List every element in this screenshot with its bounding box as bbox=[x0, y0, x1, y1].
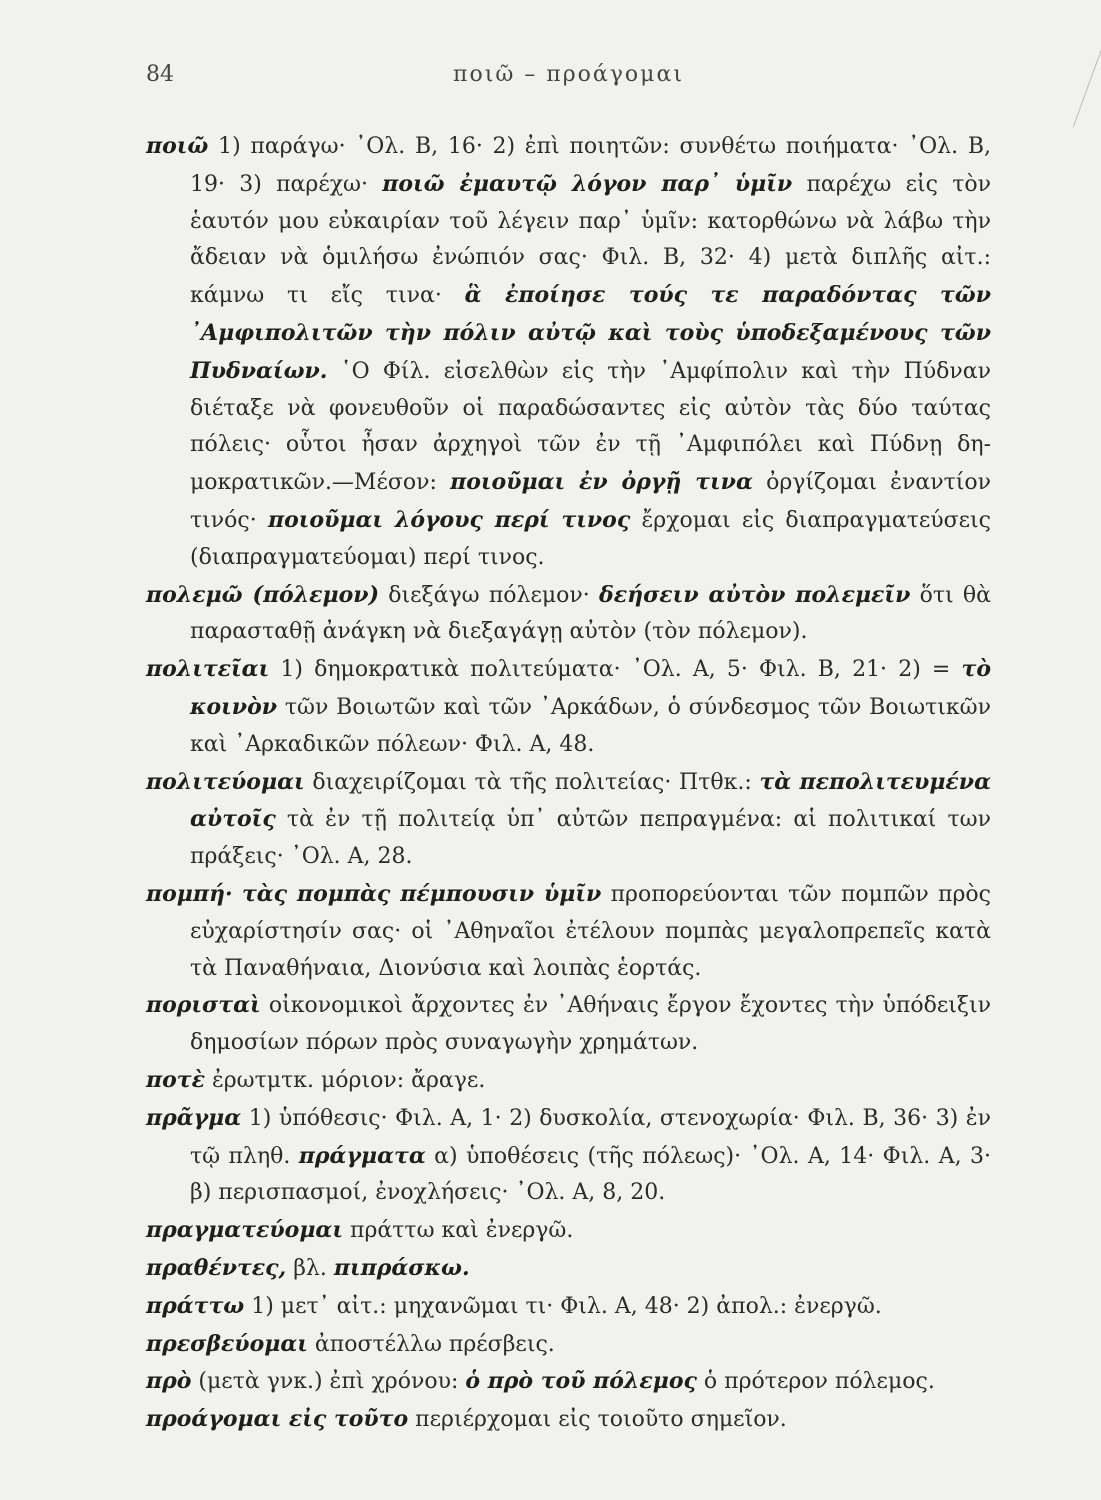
dictionary-entry bbox=[146, 764, 991, 876]
entry-lemma: πράττω bbox=[146, 1292, 245, 1319]
entry-gloss: 1) μετ᾽ αἰτ.: μηχανῶμαι τι· Φιλ. Α, 48· 2) ἀπολ.: ἐνεργῶ. bbox=[244, 1293, 882, 1319]
entry-gloss: τῶν Βοιωτῶν καὶ τῶν ᾽Αρκάδων, ὁ σύνδεσμος τῶν Βοιωτικῶν καὶ ᾽Αρκαδικῶν πόλεων· Φιλ. Α, 48. bbox=[190, 694, 991, 757]
entry-gloss: διεξάγω πόλεμον· bbox=[378, 582, 600, 608]
dictionary-entry bbox=[146, 876, 991, 987]
example-phrase: δεήσειν αὐτὸν πολεμεῖν bbox=[599, 581, 911, 608]
example-phrase: ποιῶ ἐμαυτῷ λόγον παρ᾽ ὑμῖν bbox=[382, 170, 793, 197]
dictionary-entry bbox=[146, 987, 991, 1062]
example-phrase: ποιοῦμαι ἐν ὀργῇ τινα bbox=[450, 469, 753, 496]
entry-lemma: προάγομαι εἰς τοῦτο bbox=[146, 1406, 409, 1433]
dictionary-entry bbox=[146, 1250, 991, 1288]
entry-lemma: ποιῶ bbox=[146, 133, 209, 159]
entry-lemma: πραγματεύομαι bbox=[146, 1217, 344, 1244]
entry-gloss: προπορεύονται τῶν πομπῶν πρὸς εὐχαρίστησίν σας· οἱ ᾽Αθηναῖοι ἐτέλουν πομπὰς μεγαλοπρεπεῖς κατὰ τὰ Παναθήναια, Διονύσια καὶ λοιπὰς ἑορτάς. bbox=[190, 881, 991, 981]
example-phrase: πράγματα bbox=[298, 1142, 426, 1169]
dictionary-entry bbox=[146, 128, 991, 577]
example-phrase: ποιοῦμαι λόγους περί τινος bbox=[267, 506, 631, 533]
entry-gloss: ἀποστέλλω πρέσβεις. bbox=[307, 1331, 555, 1357]
entry-lemma: ποτὲ bbox=[146, 1066, 205, 1093]
entry-lemma: πραθέντες, bbox=[146, 1254, 287, 1281]
entry-gloss: ῾Ο Φίλ. εἰσελθὼν εἰς τὴν ᾽Αμφίπολιν καὶ τὴν Πύδναν διέταξε νὰ φονευθοῦν οἱ παραδώσαντες εἰς αὐτὸν τὰς δύο ταύτας πόλεις· οὗτοι ἦσαν ἀρχηγοὶ τῶν ἐν τῇ ᾽Αμφιπόλει καὶ Πύδνῃ δημοκρατικῶν.—Μέσον: bbox=[190, 358, 991, 496]
dictionary-entry bbox=[146, 651, 991, 763]
entry-gloss: ὁ πρότερον πόλεμος. bbox=[696, 1369, 935, 1395]
dictionary-entry bbox=[146, 1212, 991, 1250]
entry-gloss: πράττω καὶ ἐνεργῶ. bbox=[343, 1218, 574, 1244]
entry-lemma: πορισταὶ bbox=[146, 992, 261, 1019]
example-phrase: ἃ ἐποίησε τούς τε παραδόντας τῶν ᾽Αμφιπολιτῶν τὴν πόλιν αὐτῷ καὶ τοὺς ὑποδεξαμένους τῶν Πυδναίων. bbox=[190, 282, 991, 384]
entry-lemma: πολιτεῖαι bbox=[146, 656, 270, 683]
entry-lemma: πρᾶγμα bbox=[146, 1104, 242, 1131]
scan-edge-mark bbox=[1073, 43, 1101, 128]
dictionary-entry bbox=[146, 1288, 991, 1326]
entry-lemma: πολεμῶ (πόλεμον) bbox=[146, 581, 379, 608]
entry-gloss: τὰ ἐν τῇ πολιτείᾳ ὑπ᾽ αὐτῶν πεπραγμένα: αἱ πολιτικαί των πράξεις· ᾽Ολ. Α, 28. bbox=[190, 807, 991, 870]
entry-gloss: ἐρωτμτκ. μόριον: ἄραγε. bbox=[204, 1067, 486, 1093]
page-header bbox=[146, 62, 991, 102]
dictionary-entry bbox=[146, 1100, 991, 1212]
entry-gloss: ἔρχομαι εἰς διαπραγματεύσεις (διαπραγματεύομαι) περί τινος. bbox=[190, 507, 991, 570]
dictionary-entry bbox=[146, 1363, 991, 1401]
entry-gloss: βλ. bbox=[286, 1255, 334, 1281]
entry-gloss: (μετὰ γνκ.) ἐπὶ χρόνου: bbox=[191, 1369, 466, 1395]
entry-lemma: πρὸ bbox=[146, 1368, 192, 1395]
dictionary-entry bbox=[146, 1326, 991, 1364]
entry-lemma: πρεσβεύομαι bbox=[146, 1330, 308, 1357]
page-number: 84 bbox=[146, 62, 174, 87]
entry-gloss: α) ὑποθέσεις (τῆς πόλεως)· ᾽Ολ. Α, 14· Φιλ. Α, 3· β) περισπασμοί, ἐνοχλήσεις· ᾽Ολ. Α, 8, 20. bbox=[190, 1143, 992, 1206]
entry-gloss: οἰκονομικοὶ ἄρχοντες ἐν ᾽Αθήναις ἔργον ἔχοντες τὴν ὑπόδειξιν δημοσίων πόρων πρὸς συναγωγὴν χρημάτων. bbox=[190, 993, 991, 1056]
entry-lemma: πολιτεύομαι bbox=[146, 768, 305, 795]
entry-gloss: ὅτι θὰ παρασταθῇ ἀνάγκη νὰ διεξαγάγῃ αὐτὸν (τὸν πόλεμον). bbox=[190, 582, 991, 645]
example-phrase: τὰ πεπολιτευμένα αὐτοῖς bbox=[190, 768, 991, 833]
entry-gloss bbox=[233, 882, 242, 907]
entry-gloss: παρέχω εἰς τὸν ἑαυτόν μου εὐκαιρίαν τοῦ λέγειν παρ᾽ ὑμῖν: κατορθώνω νὰ λάβω τὴν ἄδειαν νὰ ὁμιλήσω ἐνώπιόν σας· Φιλ. Β, 32· 4) μετὰ διπλῆς αἰτ.: κάμνω τι εἴς τινα· bbox=[190, 171, 992, 309]
example-phrase: πιπράσκω. bbox=[333, 1254, 470, 1281]
entry-gloss: διαχειρίζομαι τὰ τῆς πολιτείας· Πτθκ.: bbox=[304, 769, 760, 795]
dictionary-entry bbox=[146, 577, 991, 652]
example-phrase: τὸ κοινὸν bbox=[190, 656, 991, 720]
dictionary-entry bbox=[146, 1062, 991, 1100]
entry-gloss: περιέρχομαι εἰς τοιοῦτο σημεῖον. bbox=[408, 1407, 787, 1433]
dictionary-entries bbox=[146, 128, 991, 1439]
example-phrase: τὰς πομπὰς πέμπουσιν ὑμῖν bbox=[241, 880, 602, 907]
entry-gloss: 1) δημοκρατικὰ πολιτεύματα· ᾽Ολ. Α, 5· Φιλ. Β, 21· 2) = bbox=[269, 657, 962, 683]
running-head: ποιῶ – προάγομαι bbox=[453, 62, 684, 87]
entry-gloss: ὀργίζομαι ἐναντίον τινός· bbox=[190, 470, 992, 533]
entry-gloss: 1) ὑπόθεσις· Φιλ. Α, 1· 2) δυσκολία, στενοχωρία· Φιλ. Β, 36· 3) ἐν τῷ πληθ. bbox=[190, 1105, 991, 1169]
dictionary-entry bbox=[146, 1401, 991, 1439]
entry-gloss: 1) παράγω· ᾽Ολ. Β, 16· 2) ἐπὶ ποιητῶν: συνθέτω ποιήματα· ᾽Ολ. Β, 19· 3) παρέχω· bbox=[190, 134, 991, 197]
entry-lemma: πομπή· bbox=[146, 880, 233, 907]
example-phrase: ὁ πρὸ τοῦ πόλεμος bbox=[465, 1368, 697, 1395]
